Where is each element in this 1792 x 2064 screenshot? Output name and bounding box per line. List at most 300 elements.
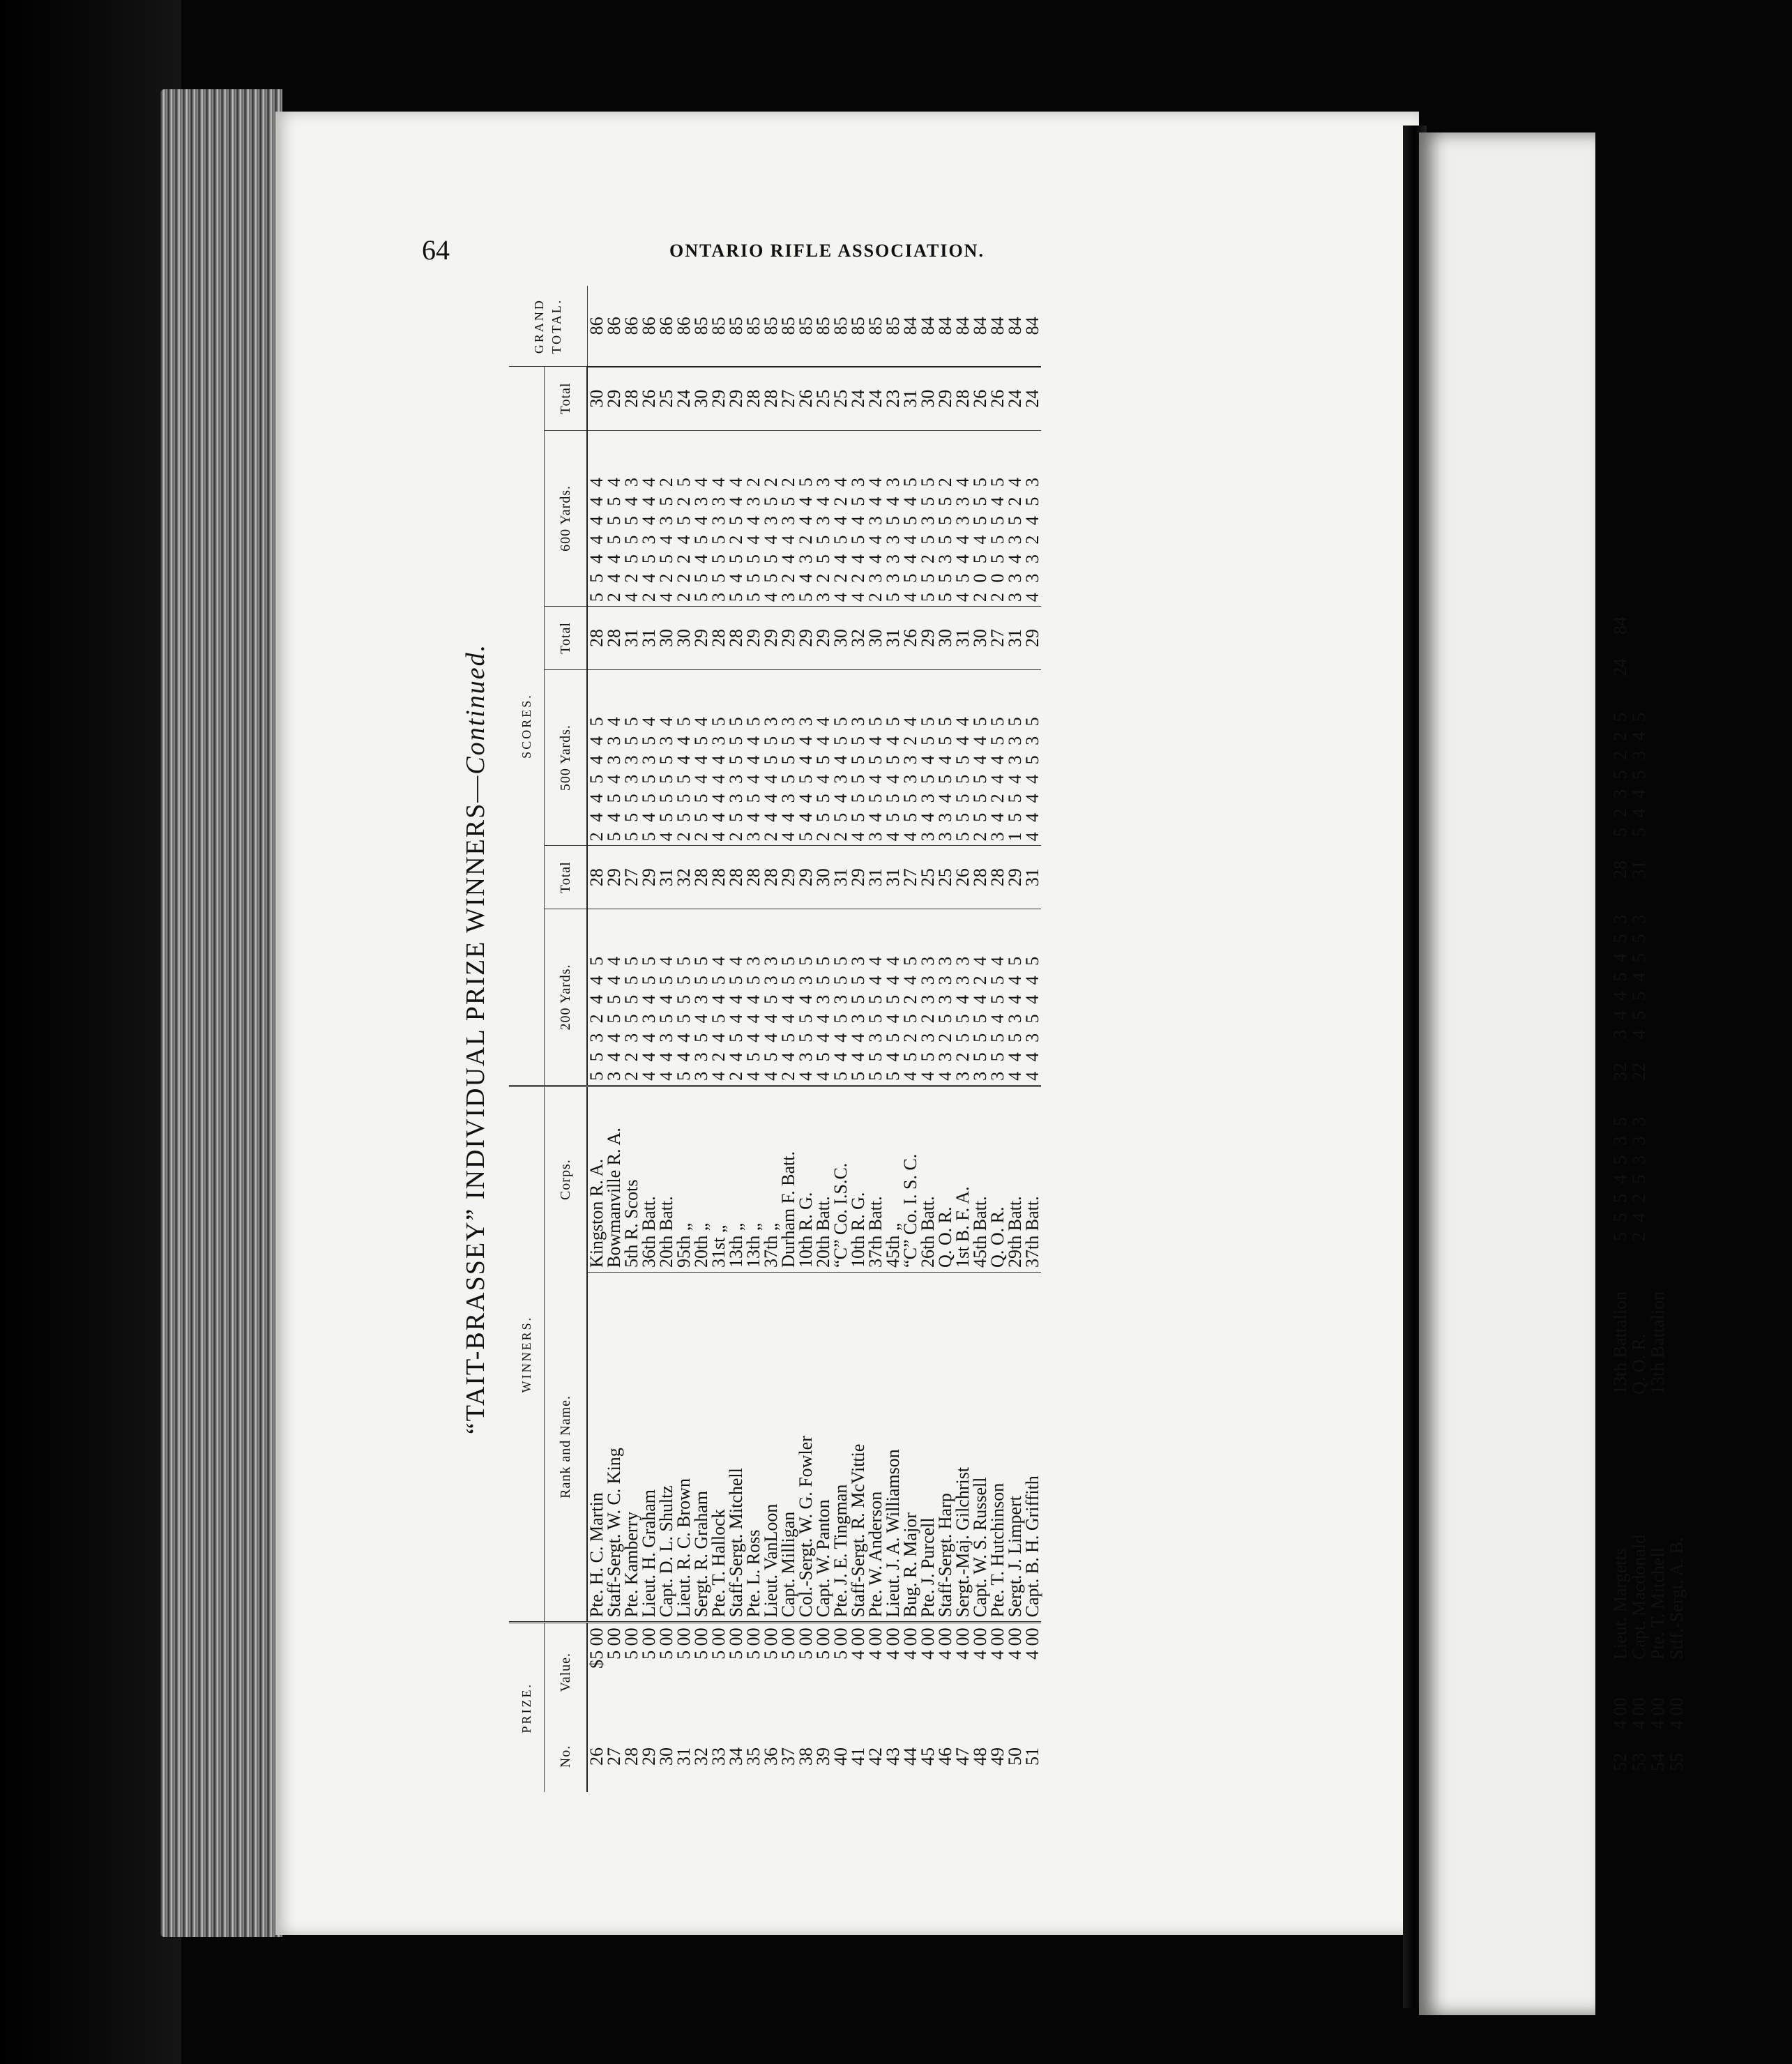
prize-value: 4 00 bbox=[1629, 1697, 1649, 1729]
header-no: No. bbox=[545, 1721, 588, 1792]
total-500: 30 bbox=[658, 607, 675, 670]
table-row bbox=[780, 286, 797, 1792]
total-200: 28 bbox=[587, 846, 605, 909]
total-600: 26 bbox=[971, 367, 989, 430]
winner-name: Lieut. J. A. Williamson bbox=[884, 1272, 902, 1622]
grand-total: 85 bbox=[692, 286, 710, 367]
row-number: 51 bbox=[1022, 1747, 1042, 1766]
winner-corps: 20th Batt. bbox=[814, 1086, 832, 1272]
total-500: 30 bbox=[867, 607, 884, 670]
winner-corps: 10th R. G. bbox=[849, 1086, 867, 1272]
winner-corps: “C” Co. I. S. C. bbox=[902, 1086, 919, 1272]
scores-200-yards: 4 5 4 4 5 3 3 bbox=[761, 953, 781, 1081]
winner-name: Staff-Sergt. W. C. King bbox=[605, 1272, 623, 1622]
row-number: 37 bbox=[778, 1747, 798, 1766]
scores-500-yards: 4 5 5 4 5 5 3 bbox=[1629, 912, 1649, 1039]
scores-200-yards: 4 5 4 4 4 5 3 bbox=[743, 953, 764, 1081]
winner-name: Pte. T. Mitchell bbox=[1648, 1547, 1668, 1660]
prize-value: 5 00 bbox=[605, 1623, 623, 1721]
winner-corps: 26th Batt. bbox=[919, 1086, 936, 1272]
group-scores: SCORES. bbox=[509, 367, 545, 1086]
total-600: 25 bbox=[658, 367, 675, 430]
row-number: 29 bbox=[639, 1747, 659, 1766]
table-row bbox=[1024, 286, 1041, 1792]
scores-200-yards: 5 4 4 5 5 5 5 bbox=[674, 953, 694, 1081]
table-row bbox=[902, 286, 919, 1792]
total-200: 26 bbox=[954, 846, 971, 909]
winner-name: Lieut. R. C. Brown bbox=[675, 1272, 692, 1622]
scores-500-yards: 5 5 5 3 3 5 5 bbox=[621, 714, 641, 842]
winner-corps: 13th „ bbox=[745, 1086, 762, 1272]
scores-200-yards: 5 4 4 3 5 5 3 bbox=[848, 953, 868, 1081]
scores-500-yards: 4 4 4 4 5 3 5 bbox=[1022, 714, 1042, 842]
total-600: 28 bbox=[762, 367, 780, 430]
prize-value: 4 00 bbox=[849, 1623, 867, 1721]
scores-200-yards: 4 3 2 5 3 3 3 bbox=[935, 953, 955, 1081]
scores-600-yards: 4 5 4 4 3 3 4 bbox=[952, 475, 973, 602]
total-200: 29 bbox=[640, 846, 658, 909]
scores-600-yards: 5 5 4 4 4 4 4 bbox=[586, 475, 607, 602]
total-200: 31 bbox=[832, 846, 849, 909]
total-200: 31 bbox=[884, 846, 902, 909]
scores-500-yards: 2 5 4 3 4 5 5 bbox=[830, 714, 851, 842]
table-row bbox=[814, 286, 832, 1792]
running-head: ONTARIO RIFLE ASSOCIATION. bbox=[669, 241, 985, 261]
winner-name: Capt. W. S. Russell bbox=[971, 1272, 989, 1622]
total-600: 24 bbox=[849, 367, 867, 430]
winner-name: Lieut. Margetts bbox=[1610, 1548, 1630, 1660]
winner-name: Pte. Kamberry bbox=[623, 1272, 640, 1622]
scores-600-yards: 2 3 4 4 3 4 4 bbox=[865, 475, 886, 602]
scan-background bbox=[0, 0, 181, 2064]
grand-total: 84 bbox=[902, 286, 919, 367]
grand-total: 85 bbox=[832, 286, 849, 367]
prize-value: 5 00 bbox=[658, 1623, 675, 1721]
scores-200-yards: 3 5 5 4 5 5 4 bbox=[987, 953, 1008, 1081]
total-200: 31 bbox=[658, 846, 675, 909]
grand-total: 85 bbox=[710, 286, 727, 367]
total-600: 31 bbox=[902, 367, 919, 430]
grand-total: 84 bbox=[989, 286, 1006, 367]
prize-value: 5 00 bbox=[675, 1623, 692, 1721]
row-number: 35 bbox=[743, 1747, 764, 1766]
scores-200-yards: 5 4 4 5 3 5 5 bbox=[830, 953, 851, 1081]
total-200: 28 bbox=[989, 846, 1006, 909]
header-corps: Corps. bbox=[545, 1086, 588, 1272]
winner-name: Bug. R. Major bbox=[902, 1272, 919, 1622]
row-number: 38 bbox=[796, 1747, 816, 1766]
header-total-500: Total bbox=[545, 607, 588, 670]
total-600: 30 bbox=[919, 367, 936, 430]
scores-500-yards: 4 5 5 5 5 5 3 bbox=[848, 714, 868, 842]
total-500: 26 bbox=[902, 607, 919, 670]
grand-total: 85 bbox=[745, 286, 762, 367]
grand-total: 86 bbox=[623, 286, 640, 367]
total-600: 25 bbox=[832, 367, 849, 430]
total-500: 28 bbox=[1610, 860, 1630, 879]
grand-total: 86 bbox=[658, 286, 675, 367]
winner-corps: Kingston R. A. bbox=[587, 1086, 605, 1272]
table-row bbox=[727, 286, 745, 1792]
row-number: 32 bbox=[691, 1747, 711, 1766]
total-600: 26 bbox=[640, 367, 658, 430]
table-row bbox=[936, 286, 954, 1792]
scores-600-yards: 5 4 5 2 5 4 4 bbox=[726, 475, 746, 602]
scores-200-yards: 2 4 2 5 3 3 3 bbox=[1629, 1114, 1649, 1241]
row-number: 39 bbox=[813, 1747, 833, 1766]
total-200: 27 bbox=[902, 846, 919, 909]
scores-500-yards: 3 3 4 5 4 5 5 bbox=[935, 714, 955, 842]
prize-value: 4 00 bbox=[989, 1623, 1006, 1721]
grand-total: 84 bbox=[971, 286, 989, 367]
prize-value: 5 00 bbox=[692, 1623, 710, 1721]
scores-600-yards: 5 4 4 5 3 4 5 bbox=[1629, 710, 1649, 837]
winner-corps: 13th Battalion bbox=[1610, 1291, 1630, 1395]
title-continued: Continued. bbox=[461, 643, 490, 775]
table-row bbox=[849, 286, 867, 1792]
scores-200-yards: 3 4 4 5 5 4 4 bbox=[604, 953, 624, 1081]
table-body bbox=[587, 286, 1041, 1792]
table-row bbox=[867, 286, 884, 1792]
title-text: “TAIT-BRASSEY” INDIVIDUAL PRIZE WINNERS— bbox=[461, 774, 490, 1435]
page-65-edge bbox=[1419, 132, 1595, 2015]
winner-name: Staff-Sergt. Harp bbox=[936, 1272, 954, 1622]
scores-500-yards: 3 4 4 5 4 5 3 bbox=[1610, 912, 1630, 1039]
header-rank-name: Rank and Name. bbox=[545, 1272, 588, 1622]
scores-600-yards: 2 0 5 4 5 5 5 bbox=[970, 475, 990, 602]
scores-200-yards: 5 4 5 4 5 4 4 bbox=[883, 953, 903, 1081]
total-200: 28 bbox=[727, 846, 745, 909]
table-row bbox=[1006, 286, 1024, 1792]
table-row bbox=[797, 286, 814, 1792]
grand-total: 85 bbox=[867, 286, 884, 367]
total-200: 31 bbox=[1024, 846, 1041, 909]
winner-name: Lieut. VanLoon bbox=[762, 1272, 780, 1622]
scores-600-yards: 3 2 4 4 3 5 2 bbox=[778, 475, 798, 602]
total-200: 29 bbox=[780, 846, 797, 909]
total-200: 28 bbox=[692, 846, 710, 909]
prize-winners-table bbox=[509, 286, 1041, 1792]
total-500: 30 bbox=[675, 607, 692, 670]
row-number: 52 bbox=[1610, 1753, 1630, 1771]
scores-600-yards: 4 5 5 4 3 5 2 bbox=[761, 475, 781, 602]
prize-value: 4 00 bbox=[936, 1623, 954, 1721]
table-row bbox=[762, 286, 780, 1792]
total-500: 31 bbox=[1629, 860, 1649, 879]
scores-600-yards: 5 5 4 5 4 3 4 bbox=[691, 475, 711, 602]
winner-corps: 36th Batt. bbox=[640, 1086, 658, 1272]
prize-value: 4 00 bbox=[884, 1623, 902, 1721]
prize-value: 5 00 bbox=[623, 1623, 640, 1721]
list-item bbox=[1667, 446, 1686, 1771]
total-500: 31 bbox=[884, 607, 902, 670]
total-600: 24 bbox=[675, 367, 692, 430]
prize-value: 4 00 bbox=[902, 1623, 919, 1721]
total-200: 29 bbox=[605, 846, 623, 909]
prize-value: 5 00 bbox=[710, 1623, 727, 1721]
total-200: 25 bbox=[936, 846, 954, 909]
grand-total: 85 bbox=[849, 286, 867, 367]
scores-200-yards: 4 3 5 5 4 3 5 bbox=[796, 953, 816, 1081]
scores-200-yards: 4 4 3 5 4 4 5 bbox=[1022, 953, 1042, 1081]
group-winners: WINNERS. bbox=[509, 1086, 545, 1623]
scores-600-yards: 3 5 5 5 3 3 4 bbox=[708, 475, 729, 602]
prize-value: 4 00 bbox=[919, 1623, 936, 1721]
winner-corps: Q. O. R. bbox=[1629, 1333, 1649, 1395]
scores-200-yards: 5 5 3 2 4 4 5 bbox=[586, 953, 607, 1081]
winner-name: Capt. B. H. Griffith bbox=[1024, 1272, 1041, 1622]
row-number: 27 bbox=[604, 1747, 624, 1766]
total-500: 29 bbox=[1024, 607, 1041, 670]
scores-500-yards: 5 5 5 5 5 4 4 bbox=[952, 714, 973, 842]
total-600: 29 bbox=[710, 367, 727, 430]
total-500: 29 bbox=[780, 607, 797, 670]
group-prize: PRIZE. bbox=[509, 1623, 545, 1792]
winner-name: Sergt.-Maj. Gilchrist bbox=[954, 1272, 971, 1622]
scores-500-yards: 2 5 5 4 5 4 4 bbox=[813, 714, 833, 842]
total-600: 28 bbox=[745, 367, 762, 430]
scores-600-yards: 5 2 3 5 2 2 5 bbox=[1610, 710, 1630, 837]
book-page-edges bbox=[160, 89, 282, 1937]
prize-value: 5 00 bbox=[780, 1623, 797, 1721]
winner-corps: Q. O. R. bbox=[936, 1086, 954, 1272]
prize-value: 5 00 bbox=[762, 1623, 780, 1721]
table-row bbox=[971, 286, 989, 1792]
winner-corps: 13th „ bbox=[727, 1086, 745, 1272]
winner-corps: 31st „ bbox=[710, 1086, 727, 1272]
header-value: Value. bbox=[545, 1623, 588, 1721]
total-600: 25 bbox=[814, 367, 832, 430]
winner-corps: 45th „ bbox=[884, 1086, 902, 1272]
winner-name: Pte. T. Hutchinson bbox=[989, 1272, 1006, 1622]
total-500: 28 bbox=[710, 607, 727, 670]
prize-value: 4 00 bbox=[954, 1623, 971, 1721]
total-500: 29 bbox=[762, 607, 780, 670]
table-row bbox=[745, 286, 762, 1792]
prize-value: 4 00 bbox=[1648, 1697, 1668, 1729]
scores-200-yards: 4 2 4 5 4 5 4 bbox=[708, 953, 729, 1081]
total-500: 27 bbox=[989, 607, 1006, 670]
table-row bbox=[623, 286, 640, 1792]
winner-corps: 10th R. G. bbox=[797, 1086, 814, 1272]
total-500: 30 bbox=[936, 607, 954, 670]
total-600: 24 bbox=[1024, 367, 1041, 430]
table-row bbox=[919, 286, 936, 1792]
rotated-table-block bbox=[446, 286, 1283, 1792]
total-500: 31 bbox=[1006, 607, 1024, 670]
scores-200-yards: 2 4 5 4 4 5 4 bbox=[726, 953, 746, 1081]
grand-total: 84 bbox=[936, 286, 954, 367]
scores-500-yards: 2 5 3 3 5 5 5 bbox=[726, 714, 746, 842]
total-600: 24 bbox=[867, 367, 884, 430]
scores-500-yards: 3 4 2 4 4 5 5 bbox=[987, 714, 1008, 842]
header-600-yards: 600 Yards. bbox=[545, 430, 588, 606]
scores-500-yards: 4 4 3 5 5 5 3 bbox=[778, 714, 798, 842]
grand-total: 85 bbox=[780, 286, 797, 367]
scores-500-yards: 2 5 5 5 4 4 5 bbox=[970, 714, 990, 842]
scores-200-yards: 4 5 2 5 2 4 5 bbox=[900, 953, 920, 1081]
grand-total: 84 bbox=[919, 286, 936, 367]
scores-600-yards: 2 4 5 3 4 4 4 bbox=[639, 475, 659, 602]
total-500: 28 bbox=[587, 607, 605, 670]
scores-500-yards: 4 5 5 5 5 3 4 bbox=[656, 714, 676, 842]
winner-name: Pte. H. C. Martin bbox=[587, 1272, 605, 1622]
winner-corps: 45th Batt. bbox=[971, 1086, 989, 1272]
total-200: 32 bbox=[675, 846, 692, 909]
prize-value: 5 00 bbox=[727, 1623, 745, 1721]
scores-500-yards: 3 4 5 4 5 4 5 bbox=[865, 714, 886, 842]
grand-total: 85 bbox=[797, 286, 814, 367]
header-500-yards: 500 Yards. bbox=[545, 669, 588, 845]
winner-corps: 20th „ bbox=[692, 1086, 710, 1272]
list-item bbox=[1630, 446, 1648, 1771]
winner-corps: 13th Battalion bbox=[1648, 1291, 1668, 1395]
scores-500-yards: 5 4 4 5 4 4 3 bbox=[796, 714, 816, 842]
winner-name: Staff-Sergt. R. McVittie bbox=[849, 1272, 867, 1622]
grand-total: 85 bbox=[884, 286, 902, 367]
total-500: 29 bbox=[692, 607, 710, 670]
list-item bbox=[1611, 446, 1630, 1771]
winner-name: Capt. D. L. Shultz bbox=[658, 1272, 675, 1622]
row-number: 41 bbox=[848, 1747, 868, 1766]
right-page-fragment bbox=[1611, 446, 1792, 1771]
row-number: 50 bbox=[1005, 1747, 1025, 1766]
scores-500-yards: 4 4 4 4 4 3 5 bbox=[708, 714, 729, 842]
prize-value: 4 00 bbox=[971, 1623, 989, 1721]
table-row bbox=[640, 286, 658, 1792]
total-500: 31 bbox=[623, 607, 640, 670]
page-number: 64 bbox=[422, 234, 450, 266]
winner-corps: 95th „ bbox=[675, 1086, 692, 1272]
scores-500-yards: 3 4 5 4 4 4 5 bbox=[743, 714, 764, 842]
row-number: 45 bbox=[918, 1747, 938, 1766]
grand-total: 85 bbox=[727, 286, 745, 367]
grand-total: 86 bbox=[587, 286, 605, 367]
winner-name: Capt. Milligan bbox=[780, 1272, 797, 1622]
scores-600-yards: 2 2 2 4 5 2 5 bbox=[674, 475, 694, 602]
scores-600-yards: 4 2 5 5 5 4 3 bbox=[621, 475, 641, 602]
table-row bbox=[954, 286, 971, 1792]
total-200: 28 bbox=[971, 846, 989, 909]
row-number: 26 bbox=[586, 1747, 607, 1766]
table-row bbox=[832, 286, 849, 1792]
scores-200-yards: 3 3 5 4 3 5 5 bbox=[691, 953, 711, 1081]
header-200-yards: 200 Yards. bbox=[545, 909, 588, 1086]
winner-name: Pte. J. Purcell bbox=[919, 1272, 936, 1622]
scores-200-yards: 4 4 5 3 4 4 5 bbox=[1005, 953, 1025, 1081]
scores-600-yards: 3 3 4 3 5 2 4 bbox=[1005, 475, 1025, 602]
scores-600-yards: 2 0 5 5 5 4 5 bbox=[987, 475, 1008, 602]
grand-total: 84 bbox=[1024, 286, 1041, 367]
row-number: 42 bbox=[865, 1747, 886, 1766]
winner-corps: 5th R. Scots bbox=[623, 1086, 640, 1272]
total-600: 24 bbox=[1006, 367, 1024, 430]
scores-600-yards: 4 2 4 5 4 2 4 bbox=[830, 475, 851, 602]
total-500: 29 bbox=[797, 607, 814, 670]
row-number: 28 bbox=[621, 1747, 641, 1766]
winner-corps: 37th Batt. bbox=[867, 1086, 884, 1272]
prize-value: 5 00 bbox=[797, 1623, 814, 1721]
prize-value: $5 00 bbox=[587, 1623, 605, 1721]
table-row bbox=[675, 286, 692, 1792]
row-number: 49 bbox=[987, 1747, 1008, 1766]
total-500: 29 bbox=[814, 607, 832, 670]
scores-600-yards: 2 4 4 5 5 5 4 bbox=[604, 475, 624, 602]
grand-total: 85 bbox=[814, 286, 832, 367]
row-number: 46 bbox=[935, 1747, 955, 1766]
total-200: 28 bbox=[762, 846, 780, 909]
total-600: 30 bbox=[692, 367, 710, 430]
table-row bbox=[989, 286, 1006, 1792]
total-600: 27 bbox=[780, 367, 797, 430]
total-200: 28 bbox=[745, 846, 762, 909]
header-total-200: Total bbox=[545, 846, 588, 909]
total-600: 26 bbox=[989, 367, 1006, 430]
prize-value: 5 00 bbox=[814, 1623, 832, 1721]
header-grand-total: GRAND TOTAL. bbox=[509, 286, 587, 367]
scores-500-yards: 2 4 4 4 5 5 3 bbox=[761, 714, 781, 842]
scores-500-yards: 5 4 5 5 3 5 4 bbox=[639, 714, 659, 842]
scores-200-yards: 4 5 4 4 3 5 5 bbox=[813, 953, 833, 1081]
header-total-600: Total bbox=[545, 367, 588, 430]
row-number: 44 bbox=[900, 1747, 920, 1766]
scores-500-yards: 4 5 5 4 5 4 5 bbox=[883, 714, 903, 842]
scores-500-yards: 1 5 5 4 3 3 5 bbox=[1005, 714, 1025, 842]
total-600: 28 bbox=[623, 367, 640, 430]
scores-600-yards: 4 5 4 4 5 4 5 bbox=[900, 475, 920, 602]
scores-500-yards: 4 5 5 3 3 2 4 bbox=[900, 714, 920, 842]
total-200: 31 bbox=[867, 846, 884, 909]
table-row bbox=[658, 286, 675, 1792]
total-500: 28 bbox=[727, 607, 745, 670]
prize-value: 4 00 bbox=[1610, 1697, 1630, 1729]
winner-corps: Bowmanville R. A. bbox=[605, 1086, 623, 1272]
winner-corps: 37th „ bbox=[762, 1086, 780, 1272]
winner-corps: Q. O. R. bbox=[989, 1086, 1006, 1272]
prize-value: 4 00 bbox=[1024, 1623, 1041, 1721]
prize-value: 5 00 bbox=[745, 1623, 762, 1721]
list-item bbox=[1648, 446, 1667, 1771]
scores-200-yards: 3 2 5 5 4 3 3 bbox=[952, 953, 973, 1081]
total-500: 31 bbox=[954, 607, 971, 670]
winner-corps: 20th Batt. bbox=[658, 1086, 675, 1272]
row-number: 33 bbox=[708, 1747, 729, 1766]
grand-total: 86 bbox=[605, 286, 623, 367]
scores-200-yards: 4 4 3 5 4 5 4 bbox=[656, 953, 676, 1081]
total-600: 29 bbox=[605, 367, 623, 430]
table-row bbox=[884, 286, 902, 1792]
scores-200-yards: 3 5 5 5 4 2 4 bbox=[970, 953, 990, 1081]
row-number: 43 bbox=[883, 1747, 903, 1766]
table-title bbox=[460, 286, 491, 1792]
total-500: 29 bbox=[745, 607, 762, 670]
row-number: 47 bbox=[952, 1747, 973, 1766]
scores-600-yards: 3 2 5 5 3 4 3 bbox=[813, 475, 833, 602]
winner-name: Pte. W. Anderson bbox=[867, 1272, 884, 1622]
total-200: 25 bbox=[919, 846, 936, 909]
total-500: 30 bbox=[971, 607, 989, 670]
scores-200-yards: 5 5 5 4 5 3 5 bbox=[1610, 1114, 1630, 1241]
winner-corps: Durham F. Batt. bbox=[780, 1086, 797, 1272]
total-200: 29 bbox=[797, 846, 814, 909]
prize-value: 5 00 bbox=[640, 1623, 658, 1721]
row-number: 48 bbox=[970, 1747, 990, 1766]
winner-corps: 37th Batt. bbox=[1024, 1086, 1041, 1272]
grand-total: 84 bbox=[954, 286, 971, 367]
scores-500-yards: 2 4 4 5 4 4 5 bbox=[586, 714, 607, 842]
scores-600-yards: 5 5 3 5 5 5 2 bbox=[935, 475, 955, 602]
total-200: 29 bbox=[849, 846, 867, 909]
